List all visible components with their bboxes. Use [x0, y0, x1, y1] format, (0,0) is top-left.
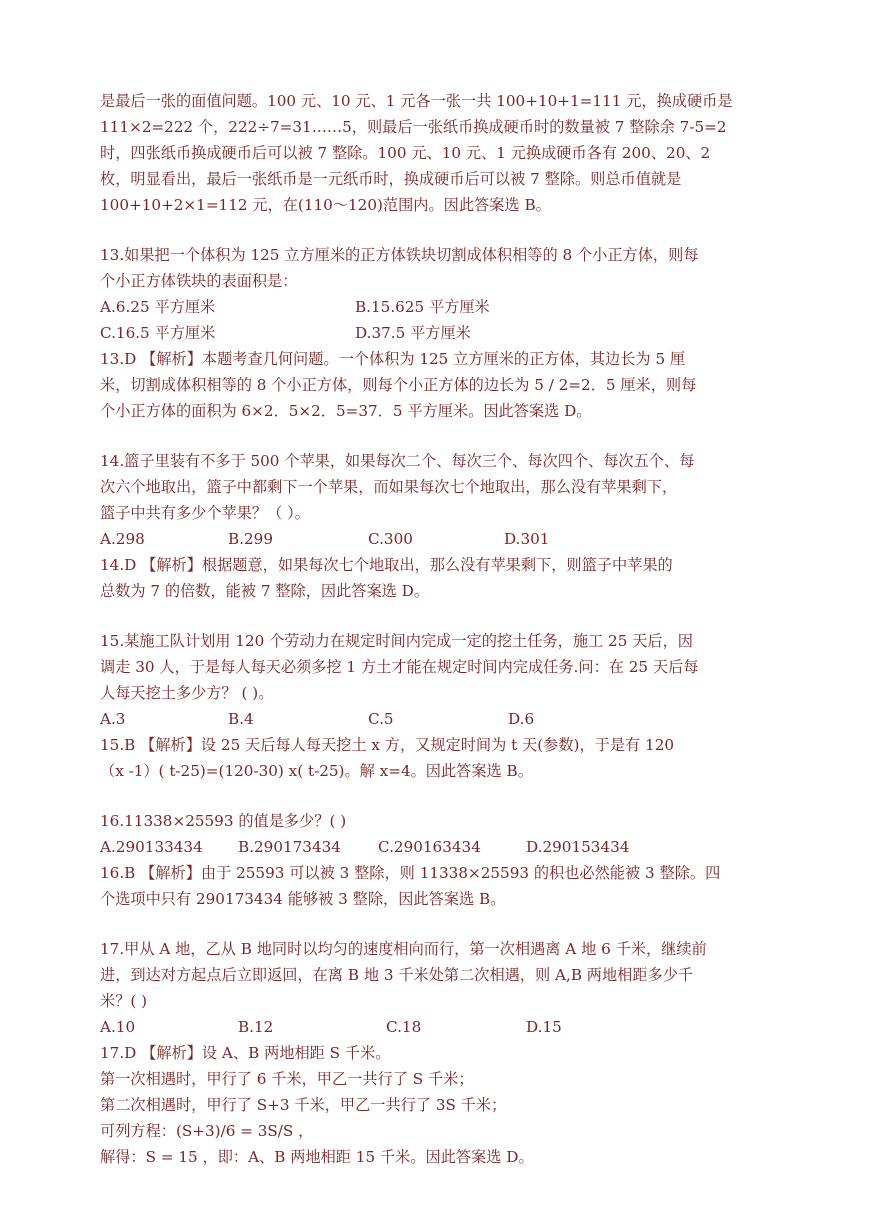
- question-text: 调走 30 人，于是每人每天必须多挖 1 方土才能在规定时间内完成任务.问：在 25 天后每: [100, 658, 699, 676]
- question-text: 人每天挖土多少方？ ( )。: [100, 684, 274, 702]
- option-a: A.6.25 平方厘米: [100, 298, 216, 316]
- document-page: [100, 88, 772, 1170]
- option-c: C.5: [368, 710, 394, 728]
- text-line: 100+10+2×1=112 元，在(110～120)范围内。因此答案选 B。: [100, 196, 551, 214]
- option-a: A.290133434: [100, 838, 203, 856]
- option-b: B.12: [238, 1018, 274, 1036]
- question-text: 个小正方体铁块的表面积是：: [100, 272, 298, 290]
- options-row: [100, 706, 772, 732]
- question-text: 17.甲从 A 地，乙从 B 地同时以均匀的速度相向而行，第一次相遇离 A 地 6 千米，继续前: [100, 940, 707, 958]
- options-row: [100, 526, 772, 552]
- question-16: [100, 808, 772, 912]
- option-d: D.6: [508, 710, 535, 728]
- question-text: 进，到达对方起点后立即返回，在离 B 地 3 千米处第二次相遇，则 A,B 两地相距多少千: [100, 966, 694, 984]
- option-d: D.290153434: [526, 838, 630, 856]
- option-a: A.298: [100, 530, 145, 548]
- option-d: D.37.5 平方厘米: [355, 324, 471, 342]
- answer-text: 解得：S = 15 ，即：A、B 两地相距 15 千米。因此答案选 D。: [100, 1148, 534, 1166]
- answer-text: 第二次相遇时，甲行了 S+3 千米，甲乙一共行了 3S 千米；: [100, 1096, 507, 1114]
- question-17: [100, 936, 772, 1170]
- option-d: D.301: [504, 530, 550, 548]
- question-15: [100, 628, 772, 784]
- option-a: A.10: [100, 1018, 136, 1036]
- option-c: C.290163434: [378, 838, 481, 856]
- question-14: [100, 448, 772, 604]
- answer-text: 个小正方体的面积为 6×2．5×2．5=37．5 平方厘米。因此答案选 D。: [100, 402, 592, 420]
- option-c: C.300: [368, 530, 413, 548]
- option-b: B.15.625 平方厘米: [355, 298, 490, 316]
- answer-text: 14.D 【解析】根据题意，如果每次七个地取出，那么没有苹果剩下，则篮子中苹果的: [100, 556, 673, 574]
- answer-text: 总数为 7 的倍数，能被 7 整除，因此答案选 D。: [100, 582, 430, 600]
- text-line: 枚，明显看出，最后一张纸币是一元纸币时，换成硬币后可以被 7 整除。则总币值就是: [100, 170, 682, 188]
- answer-text: 米，切割成体积相等的 8 个小正方体，则每个小正方体的边长为 5 / 2=2．5 厘米，则每: [100, 376, 697, 394]
- option-c: C.18: [386, 1018, 422, 1036]
- question-text: 15.某施工队计划用 120 个劳动力在规定时间内完成一定的挖土任务，施工 25 天后，因: [100, 632, 693, 650]
- answer-text: 13.D 【解析】本题考查几何问题。一个体积为 125 立方厘米的正方体，其边长为 5 厘: [100, 350, 686, 368]
- answer-text: 16.B 【解析】由于 25593 可以被 3 整除，则 11338×25593 的积也必然能被 3 整除。四: [100, 864, 721, 882]
- option-b: B.290173434: [238, 838, 341, 856]
- answer-text: 可列方程：(S+3)/6 = 3S/S ，: [100, 1122, 314, 1140]
- intro-explanation: [100, 88, 772, 218]
- answer-text: 15.B 【解析】设 25 天后每人每天挖土 x 方，又规定时间为 t 天(参数)，于是有 120: [100, 736, 675, 754]
- answer-text: 个选项中只有 290173434 能够被 3 整除，因此答案选 B。: [100, 890, 506, 908]
- option-c: C.16.5 平方厘米: [100, 324, 216, 342]
- option-a: A.3: [100, 710, 126, 728]
- question-text: 次六个地取出，篮子中都剩下一个苹果，而如果每次七个地取出，那么没有苹果剩下，: [100, 478, 678, 496]
- question-text: 13.如果把一个体积为 125 立方厘米的正方体铁块切割成体积相等的 8 个小正方体，则每: [100, 246, 699, 264]
- text-line: 是最后一张的面值问题。100 元、10 元、1 元各一张一共 100+10+1=111 元，换成硬币是: [100, 92, 733, 110]
- option-d: D.15: [526, 1018, 562, 1036]
- options-row: [100, 320, 772, 346]
- answer-text: 第一次相遇时，甲行了 6 千米，甲乙一共行了 S 千米；: [100, 1070, 474, 1088]
- option-b: B.4: [228, 710, 254, 728]
- text-line: 111×2=222 个，222÷7=31……5，则最后一张纸币换成硬币时的数量被 7 整除余 7-5=2: [100, 118, 727, 136]
- question-13: [100, 242, 772, 424]
- question-text: 篮子中共有多少个苹果？（ ）。: [100, 504, 310, 522]
- options-row: [100, 834, 772, 860]
- options-row: [100, 294, 772, 320]
- options-row: [100, 1014, 772, 1040]
- question-text: 16.11338×25593 的值是多少？( ): [100, 812, 347, 830]
- question-text: 米？( ): [100, 992, 148, 1010]
- option-b: B.299: [228, 530, 273, 548]
- answer-text: （x -1）( t-25)=(120-30) x( t-25)。解 x=4。因此答案选 B。: [100, 762, 533, 780]
- question-text: 14.篮子里装有不多于 500 个苹果，如果每次二个、每次三个、每次四个、每次五个、每: [100, 452, 695, 470]
- text-line: 时，四张纸币换成硬币后可以被 7 整除。100 元、10 元、1 元换成硬币各有 200、20、2: [100, 144, 711, 162]
- answer-text: 17.D 【解析】设 A、B 两地相距 S 千米。: [100, 1044, 391, 1062]
